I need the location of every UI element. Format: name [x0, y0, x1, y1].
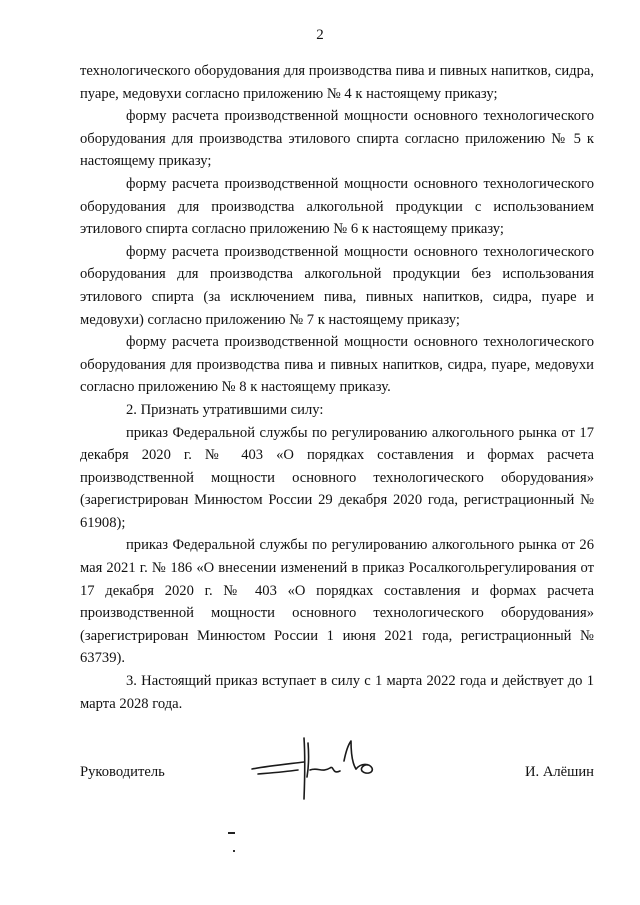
signatory-name: И. Алёшин — [525, 764, 594, 780]
paragraph-5: форму расчета производственной мощности основного технологического оборудования для производства пива и пивных напитков, сидра, пуаре, медовухи согласно приложению № 8 к настоящему приказу. — [80, 334, 594, 396]
paragraph-9: 3. Настоящий приказ вступает в силу с 1 марта 2022 года и действует до 1 марта 2028 года. — [80, 673, 594, 712]
paragraph-6: 2. Признать утратившими силу: — [126, 401, 324, 418]
paragraph-3: форму расчета производственной мощности основного технологического оборудования для производства алкогольной продукции с использованием этилового спирта согласно приложению № 6 к настоящему приказу; — [80, 175, 594, 238]
page-number: 2 — [316, 27, 324, 43]
handwritten-signature — [248, 733, 408, 803]
paragraph-8: приказ Федеральной службы по регулированию алкогольного рынка от 26 мая 2021 г. № 186 «О внесении изменений в приказ Росалкогольрегулирования от 17 декабря 2020 г. № 403 «О порядках составления и формах расчета производственной мощности основного технологического оборудования» (зарегистрирован Минюстом России 1 июня 2021 года, регистрационный № 63739). — [80, 537, 594, 667]
document-body — [80, 60, 594, 715]
paragraph-4: форму расчета производственной мощности основного технологического оборудования для производства алкогольной продукции без использования этилового спирта (за исключением пива, пивных напитков, сидра, пуаре и медовухи) согласно приложению № 7 к настоящему приказу; — [80, 243, 594, 328]
signatory-title: Руководитель — [80, 764, 165, 780]
paragraph-1: технологического оборудования для производства пива и пивных напитков, сидра, пуаре, медовухи согласно приложению № 4 к настоящему приказу; — [80, 63, 594, 102]
scan-specks — [225, 828, 245, 858]
paragraph-7: приказ Федеральной службы по регулированию алкогольного рынка от 17 декабря 2020 г. № 403 «О порядках составления и формах расчета производственной мощности основного технологического оборудования» (зарегистрирован Минюстом России 29 декабря 2020 года, регистрационный № 61908); — [80, 424, 594, 531]
paragraph-2: форму расчета производственной мощности основного технологического оборудования для производства этилового спирта согласно приложению № 5 к настоящему приказу; — [80, 108, 594, 170]
